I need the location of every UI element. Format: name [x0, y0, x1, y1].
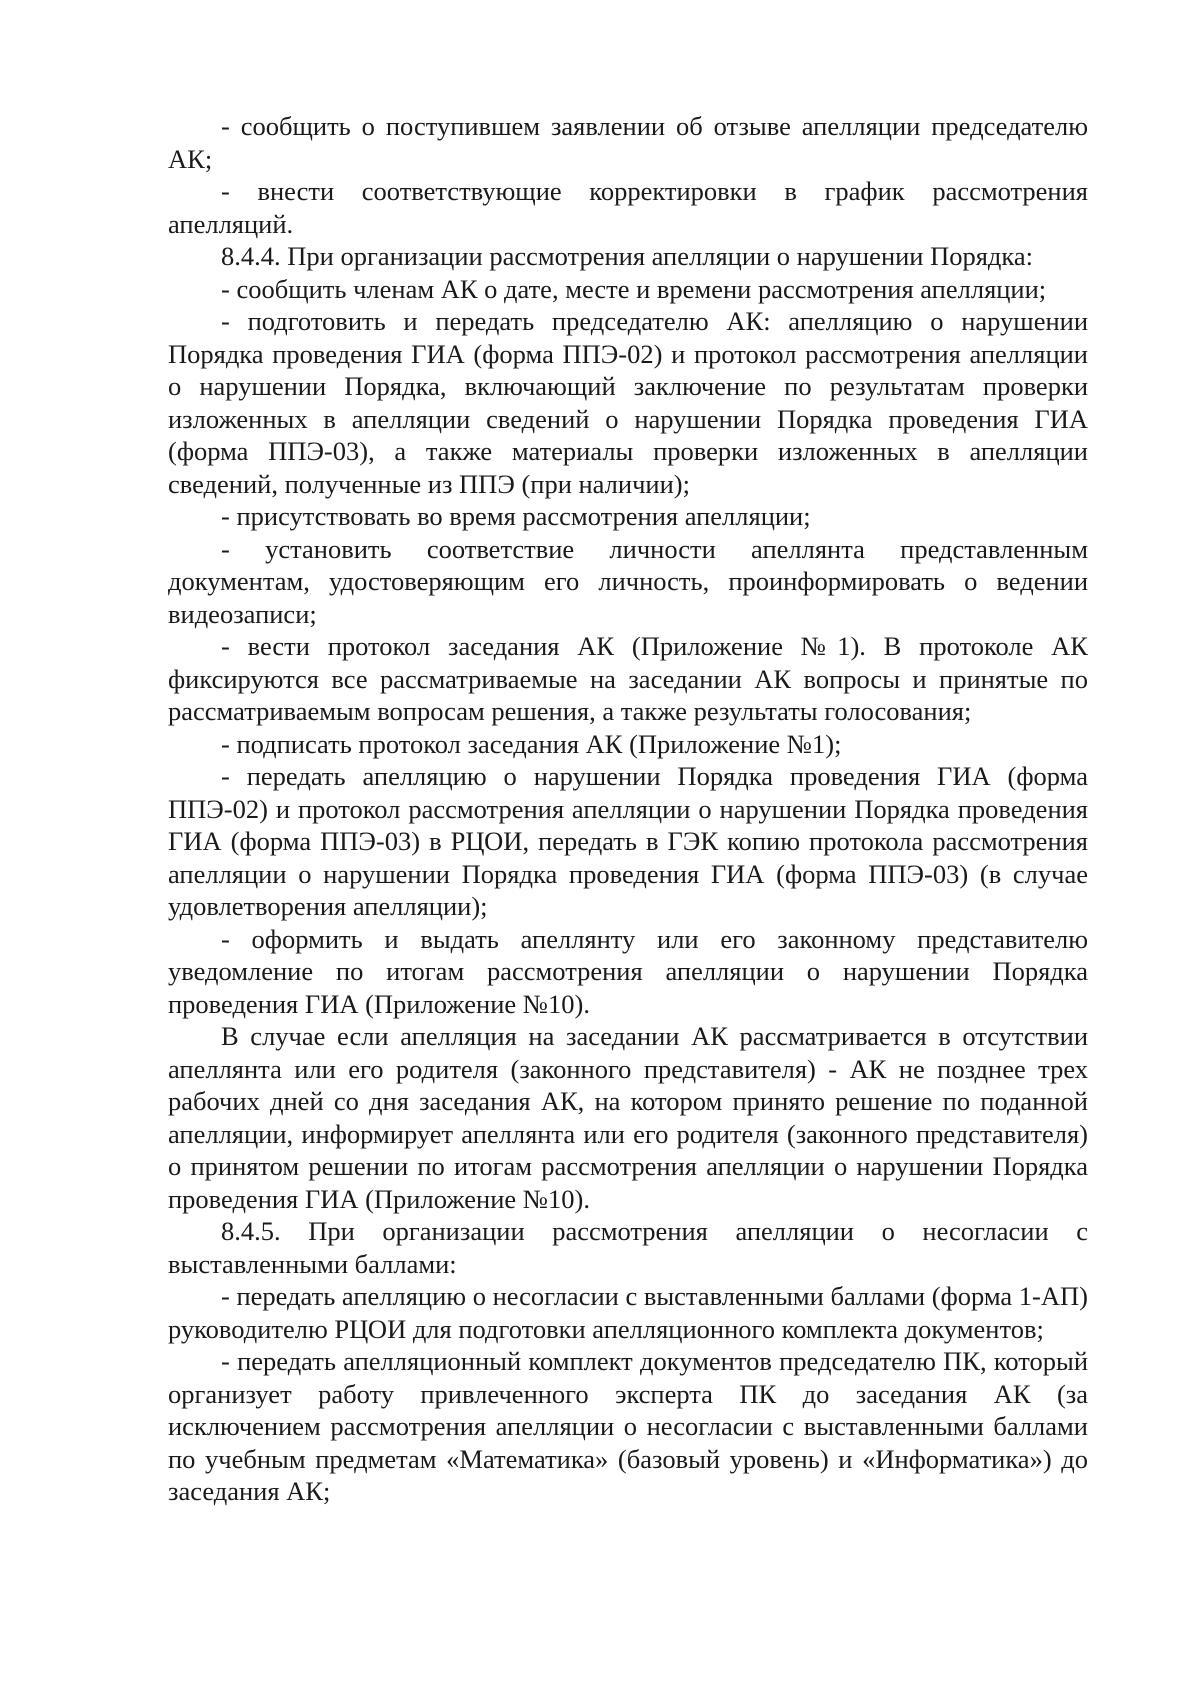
paragraph-12: В случае если апелляция на заседании АК рассматривается в отсутствии апеллянта или его родителя (законного представителя) - АК не позднее трех рабочих дней со дня заседания АК, на котором принято решение по поданной апелляции, информирует апеллянта или его родителя (законного представителя) о принятом решении по итогам рассмотрения апелляции о нарушении Порядка проведения ГИА (Приложение №10).: [168, 1021, 1088, 1214]
paragraph-15: - передать апелляционный комплект документов председателю ПК, который организует работу привлеченного эксперта ПК до заседания АК (за исключением рассмотрения апелляции о несогласии с выставленными баллами по учебным предметам «Математика» (базовый уровень) и «Информатика») до заседания АК;: [168, 1346, 1088, 1506]
paragraph-1: - сообщить о поступившем заявлении об отзыве апелляции председателю АК;: [168, 111, 1088, 174]
paragraph-7: - установить соответствие личности апеллянта представленным документам, удостоверяющим его личность, проинформировать о ведении видеозаписи;: [168, 533, 1088, 629]
paragraph-5: - подготовить и передать председателю АК: апелляцию о нарушении Порядка проведения ГИА (форма ППЭ-02) и протокол рассмотрения апелляции о нарушении Порядка, включающий заключение по результатам проверки изложенных в апелляции сведений о нарушении Порядка проведения ГИА (форма ППЭ-03), а также материалы проверки изложенных в апелляции сведений, полученные из ППЭ (при наличии);: [168, 306, 1088, 499]
paragraph-4: - сообщить членам АК о дате, месте и времени рассмотрения апелляции;: [221, 273, 1047, 304]
paragraph-8: - вести протокол заседания АК (Приложение №1). В протоколе АК фиксируются все рассматриваемые на заседании АК вопросы и принятые по рассматриваемым вопросам решения, а также результаты голосования;: [168, 631, 1088, 726]
paragraph-13: 8.4.5. При организации рассмотрения апелляции о несогласии с выставленными баллами:: [168, 1216, 1088, 1279]
paragraph-3: 8.4.4. При организации рассмотрения апелляции о нарушении Порядка:: [221, 241, 1034, 271]
paragraph-14: - передать апелляцию о несогласии с выставленными баллами (форма 1-АП) руководителю РЦОИ для подготовки апелляционного комплекта документов;: [168, 1281, 1088, 1344]
paragraph-10: - передать апелляцию о нарушении Порядка проведения ГИА (форма ППЭ-02) и протокол рассмотрения апелляции о нарушении Порядка проведения ГИА (форма ППЭ-03) в РЦОИ, передать в ГЭК копию протокола рассмотрения апелляции о нарушении Порядка проведения ГИА (форма ППЭ-03) (в случае удовлетворения апелляции);: [168, 761, 1088, 921]
paragraph-9: - подписать протокол заседания АК (Приложение №1);: [221, 728, 842, 759]
paragraph-2: - внести соответствующие корректировки в график рассмотрения апелляций.: [168, 176, 1088, 239]
paragraph-6: - присутствовать во время рассмотрения апелляции;: [221, 501, 811, 531]
document-page: [168, 110, 1088, 1508]
paragraph-11: - оформить и выдать апеллянту или его законному представителю уведомление по итогам рассмотрения апелляции о нарушении Порядка проведения ГИА (Приложение №10).: [168, 923, 1088, 1019]
